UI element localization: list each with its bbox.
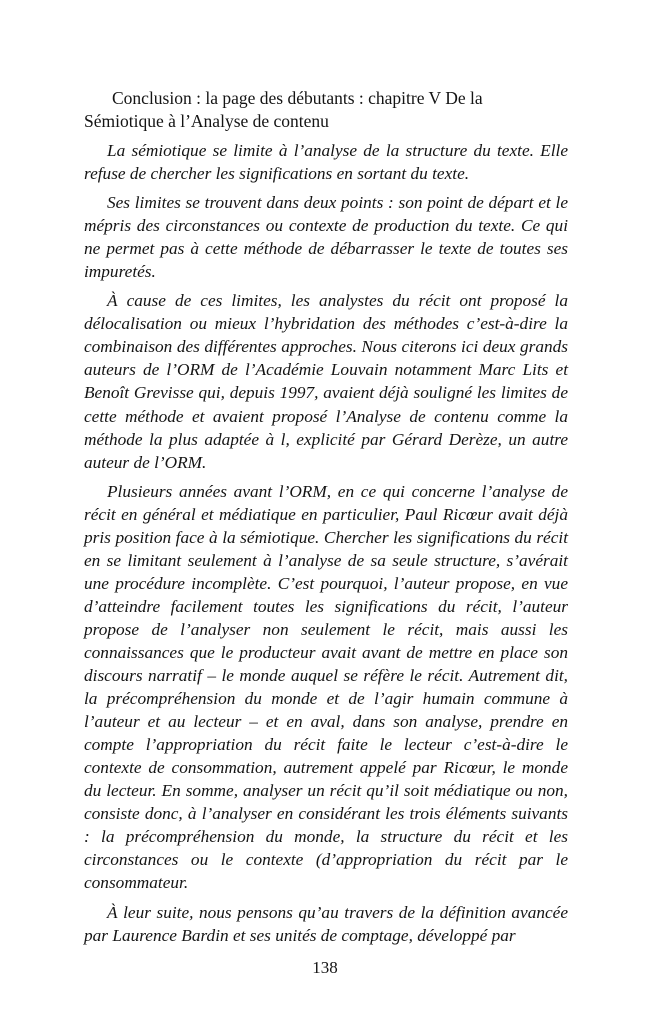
page-number: 138: [312, 958, 338, 977]
paragraph-ricoeur: Plusieurs années avant l’ORM, en ce qui concerne l’analyse de récit en général et médiatique en particulier, Paul Ricœur avait déjà pris position face à la sémiotique. Chercher les significations du récit en se limitant seulement à l’analyse de sa seule structure, s’avérait une procédure incomplète. C’est pourquoi, l’auteur propose, en vue d’atteindre facilement toutes les significations du récit, l’auteur propose de l’analyser non seulement le récit, mais aussi les connaissances que le producteur avait avant de mettre en place son discours narratif – le monde auquel se réfère le récit. Autrement dit, la précompréhension du monde et de l’agir humain commune à l’auteur et au lecteur – et en aval, dans son analyse, prendre en compte l’appropriation du récit faite le lecteur c’est-à-dire le contexte de consommation, autrement appelé par Ricœur, le monde du lecteur. En somme, analyser un récit qu’il soit médiatique ou non, consiste donc, à l’analyser en considérant les trois éléments suivants : la précompréhension du monde, la structure du récit et les circonstances ou le contexte (d’appropriation du récit par le consommateur.: [84, 481, 568, 893]
paragraph-hybridation: À cause de ces limites, les analystes du récit ont proposé la délocalisation ou mieux l’hybridation des méthodes c’est-à-dire la combinaison des différentes approches. Nous citerons ici deux grands auteurs de l’ORM de l’Académie Louvain notamment Marc Lits et Benoît Grevisse qui, depuis 1997, avaient déjà souligné les limites de cette méthode et avaient proposé l’Analyse de contenu comme la méthode la plus adaptée à l, explicité par Gérard Derèze, un autre auteur de l’ORM.: [84, 291, 568, 472]
paragraph-semiotics-limit: La sémiotique se limite à l’analyse de la structure du texte. Elle refuse de chercher les significations en sortant du texte.: [84, 141, 568, 184]
paragraph-bardin: À leur suite, nous pensons qu’au travers de la définition avancée par Laurence Bardin et ses unités de comptage, développé par: [84, 902, 568, 945]
paragraph-limits-points: Ses limites se trouvent dans deux points : son point de départ et le mépris des circonstances ou contexte de production du texte. Ce qui ne permet pas à cette méthode de débarrasser le texte de toutes ses impuretés.: [84, 193, 568, 282]
chapter-heading-line-2: Sémiotique à l’Analyse de contenu: [84, 111, 329, 131]
chapter-heading: [84, 87, 568, 133]
chapter-heading-line-1: Conclusion : la page des débutants : chapitre V De la: [112, 88, 483, 108]
page-body: [84, 87, 568, 953]
